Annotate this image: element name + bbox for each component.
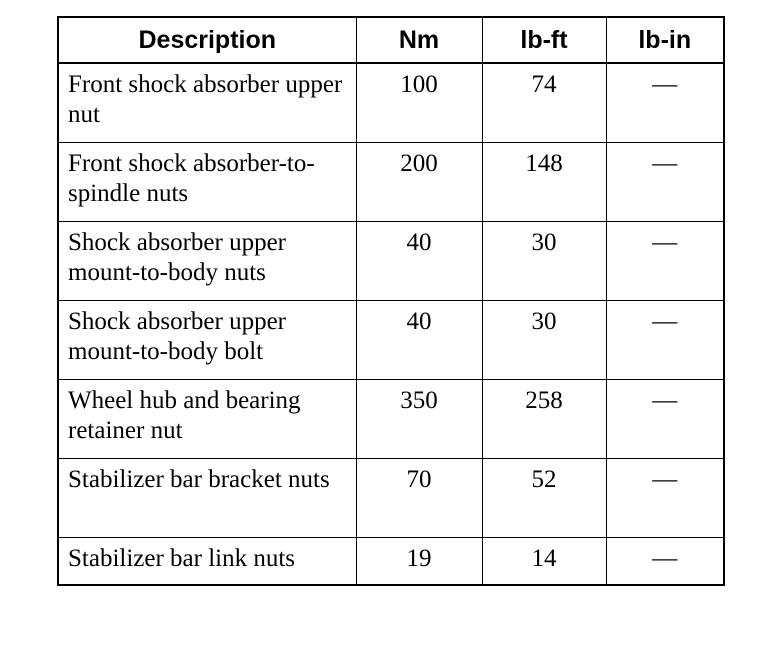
nm-cell: 40 (356, 301, 482, 380)
lb-ft-cell: 258 (482, 380, 606, 459)
description-cell: Stabilizer bar link nuts (58, 538, 356, 586)
lb-ft-cell: 148 (482, 143, 606, 222)
lb-in-cell: — (606, 459, 724, 538)
lb-ft-cell: 14 (482, 538, 606, 586)
table-row (58, 63, 724, 143)
nm-cell: 70 (356, 459, 482, 538)
description-cell: Front shock absorber upper nut (58, 63, 356, 143)
table-row (58, 222, 724, 301)
nm-cell: 40 (356, 222, 482, 301)
description-cell: Stabilizer bar bracket nuts (58, 459, 356, 538)
nm-cell: 19 (356, 538, 482, 586)
table-row (58, 459, 724, 538)
header-lb-in: lb-in (606, 17, 724, 63)
lb-in-cell: — (606, 301, 724, 380)
header-lb-ft: lb-ft (482, 17, 606, 63)
torque-spec-table (57, 16, 725, 586)
header-nm: Nm (356, 17, 482, 63)
nm-cell: 200 (356, 143, 482, 222)
table-row (58, 301, 724, 380)
header-description: Description (58, 17, 356, 63)
table-row (58, 538, 724, 586)
table-row (58, 380, 724, 459)
lb-ft-cell: 30 (482, 301, 606, 380)
table-row (58, 143, 724, 222)
lb-in-cell: — (606, 538, 724, 586)
nm-cell: 350 (356, 380, 482, 459)
lb-ft-cell: 30 (482, 222, 606, 301)
lb-ft-cell: 52 (482, 459, 606, 538)
description-cell: Shock absorber upper mount-to-body bolt (58, 301, 356, 380)
lb-in-cell: — (606, 222, 724, 301)
lb-in-cell: — (606, 143, 724, 222)
description-cell: Front shock absorber-to-spindle nuts (58, 143, 356, 222)
description-cell: Wheel hub and bearing retainer nut (58, 380, 356, 459)
header-row (58, 17, 724, 63)
lb-ft-cell: 74 (482, 63, 606, 143)
lb-in-cell: — (606, 380, 724, 459)
nm-cell: 100 (356, 63, 482, 143)
description-cell: Shock absorber upper mount-to-body nuts (58, 222, 356, 301)
lb-in-cell: — (606, 63, 724, 143)
